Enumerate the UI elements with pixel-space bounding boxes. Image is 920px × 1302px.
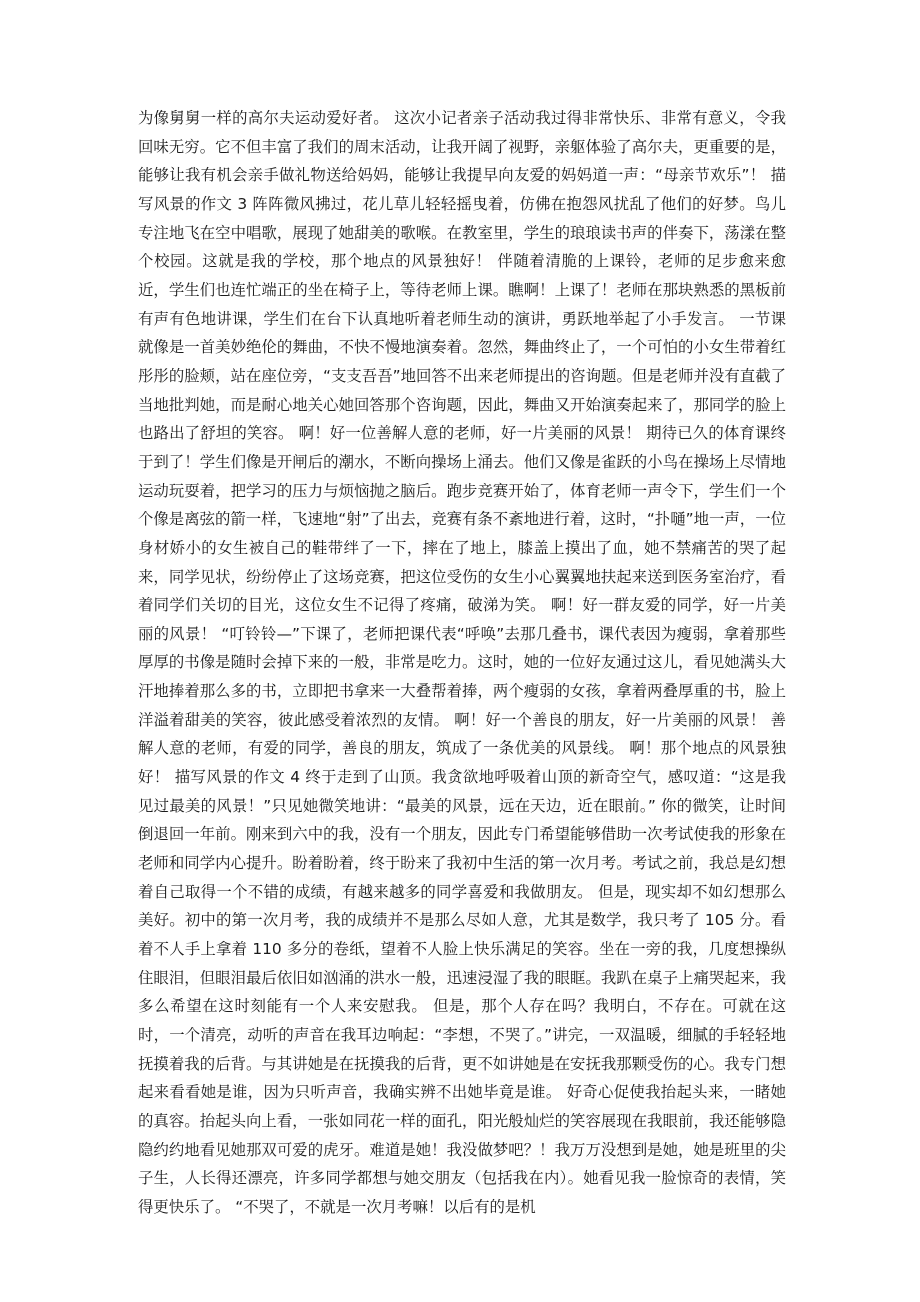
document-body-text: 为像舅舅一样的高尔夫运动爱好者。 这次小记者亲子活动我过得非常快乐、非常有意义，令我回味无穷。它不但丰富了我们的周末活动，让我开阔了视野，亲躯体验了高尔夫，更重要的是，能够让我有机会亲手做礼物送给妈妈，能够让我提早向友爱的妈妈道一声：“母亲节欢乐”！ 描写风景的作文 3 阵阵微风拂过，花儿草儿轻轻摇曳着，仿佛在抱怨风扰乱了他们的好梦。鸟儿专注地飞在空中唱歌，展现了她甜美的歌喉。在教室里，学生的琅琅读书声的伴奏下，荡漾在整个校园。这就是我的学校，那个地点的风景独好！ 伴随着清脆的上课铃，老师的足步愈来愈近，学生们也连忙端正的坐在椅子上，等待老师上课。瞧啊！上课了！老师在那块熟悉的黑板前有声有色地讲课，学生们在台下认真地听着老师生动的演讲，勇跃地举起了小手发言。 一节课就像是一首美妙绝伦的舞曲，不快不慢地演奏着。忽然，舞曲终止了，一个可怕的小女生带着红彤彤的脸颊，站在座位旁，“支支吾吾”地回答不出来老师提出的咨询题。但是老师并没有直截了当地批判她，而是耐心地关心她回答那个咨询题，因此，舞曲又开始演奏起来了，那同学的脸上也路出了舒坦的笑容。 啊！好一位善解人意的老师，好一片美丽的风景！ 期待已久的体育课终于到了！学生们像是开闸后的潮水，不断向操场上涌去。他们又像是雀跃的小鸟在操场上尽情地运动玩耍着，把学习的压力与烦恼抛之脑后。跑步竞赛开始了，体育老师一声令下，学生们一个个像是离弦的箭一样，飞速地“射”了出去，竞赛有条不紊地进行着，这时，“扑嗵”地一声，一位身材娇小的女生被自己的鞋带绊了一下，摔在了地上，膝盖上摸出了血，她不禁痛苦的哭了起来，同学见状，纷纷停止了这场竞赛，把这位受伤的女生小心翼翼地扶起来送到医务室治疗，看着同学们关切的目光，这位女生不记得了疼痛，破涕为笑。 啊！好一群友爱的同学，好一片美丽的风景！ “叮铃铃—”下课了，老师把课代表“呼唤”去那几叠书，课代表因为瘦弱，拿着那些厚厚的书像是随时会掉下来的一般，非常是吃力。这时，她的一位好友通过这儿，看见她满头大汗地捧着那么多的书，立即把书拿来一大叠帮着捧，两个瘦弱的女孩，拿着两叠厚重的书，脸上洋溢着甜美的笑容，彼此感受着浓烈的友情。 啊！好一个善良的朋友，好一片美丽的风景！ 善解人意的老师，有爱的同学，善良的朋友，筑成了一条优美的风景线。 啊！那个地点的风景独好！ 描写风景的作文 4 终于走到了山顶。我贪欲地呼吸着山顶的新奇空气，感叹道：“这是我见过最美的风景！”只见她微笑地讲：“最美的风景，远在天边，近在眼前。” 你的微笑，让时间倒退回一年前。刚来到六中的我，没有一个朋友，因此专门希望能够借助一次考试使我的形象在老师和同学内心提升。盼着盼着，终于盼来了我初中生活的第一次月考。考试之前，我总是幻想着自己取得一个不错的成绩，有越来越多的同学喜爱和我做朋友。 但是，现实却不如幻想那么美好。初中的第一次月考，我的成绩并不是那么尽如人意，尤其是数学，我只考了 105 分。看着不人手上拿着 110 多分的卷纸，望着不人脸上快乐满足的笑容。坐在一旁的我，几度想操纵住眼泪，但眼泪最后依旧如汹涌的洪水一般，迅速浸湿了我的眼眶。我趴在桌子上痛哭起来，我多么希望在这时刻能有一个人来安慰我。 但是，那个人存在吗？我明白，不存在。可就在这时，一个清亮，动听的声音在我耳边响起：“李想，不哭了。”讲完，一双温暖，细腻的手轻轻地抚摸着我的后背。与其讲她是在抚摸我的后背，更不如讲她是在安抚我那颗受伤的心。我专门想起来看看她是谁，因为只听声音，我确实辨不出她毕竟是谁。 好奇心促使我抬起头来，一睹她的真容。抬起头向上看，一张如同花一样的面孔，阳光般灿烂的笑容展现在我眼前，我还能够隐隐约约地看见她那双可爱的虎牙。难道是她！我没做梦吧？！我万万没想到是她，她是班里的尖子生，人长得还漂亮，许多同学都想与她交朋友（包括我在内）。她看见我一脸惊奇的表情，笑得更快乐了。 “不哭了，不就是一次月考嘛！以后有的是机 [138, 109, 786, 1216]
document-page [138, 104, 786, 1222]
